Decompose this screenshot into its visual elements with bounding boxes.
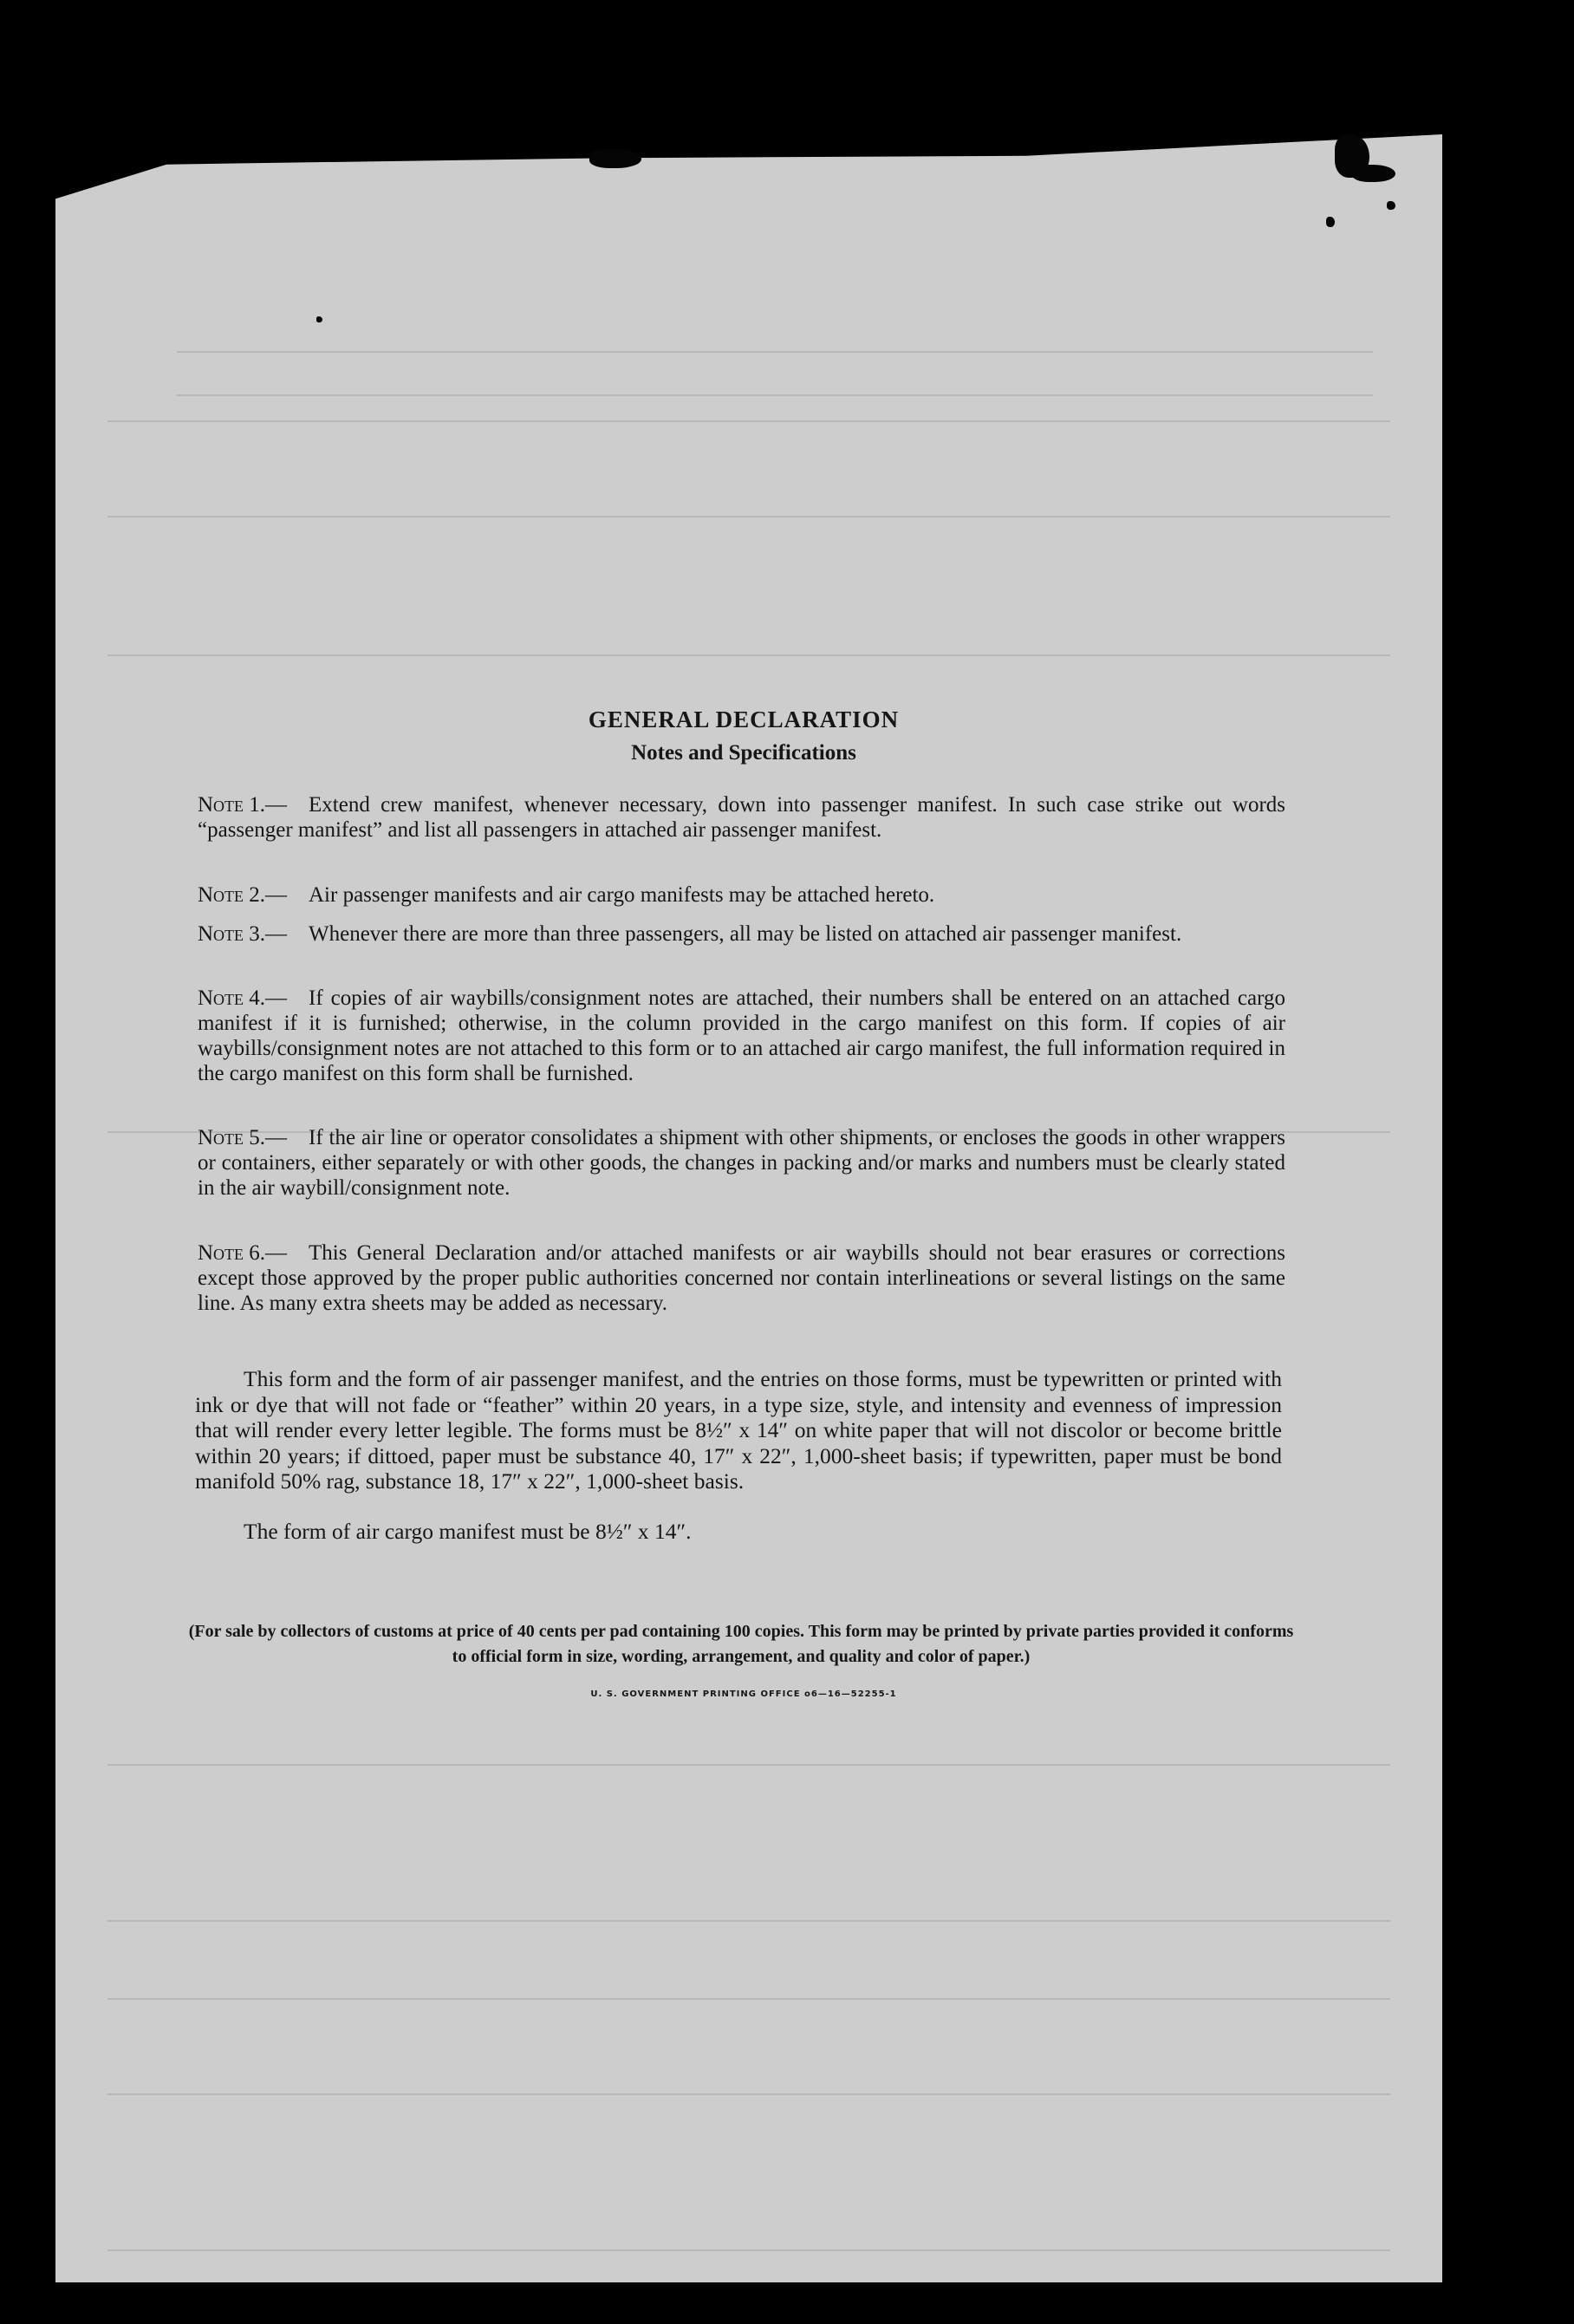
note-text: Whenever there are more than three passengers, all may be listed on attached air passenger manifest. <box>309 922 1182 946</box>
note-label: Note 5.— <box>198 1126 288 1149</box>
note-5 <box>198 1125 1285 1201</box>
note-text: If copies of air waybills/consignment notes are attached, their numbers shall be entered on an attached cargo manifest if it is furnished; otherwise, in the column provided in the cargo manifest on this form. If copies of air waybills/consignment notes are not attached to this form or to an attached air cargo manifest, the full information required in the cargo manifest on this form shall be furnished. <box>198 986 1285 1085</box>
document-title: GENERAL DECLARATION <box>588 706 900 732</box>
specification-paragraph <box>195 1366 1282 1494</box>
note-label: Note 6.— <box>198 1241 288 1265</box>
note-2 <box>198 882 1285 908</box>
note-text: If the air line or operator consolidates a shipment with other shipments, or encloses the goods in other wrappers or containers, either separately or with other goods, the changes in packing and/or marks and numbers must be clearly stated in the air waybill/consignment note. <box>198 1126 1285 1200</box>
note-label: Note 1.— <box>198 793 288 817</box>
note-1 <box>198 792 1285 843</box>
specification-text: This form and the form of air passenger manifest, and the entries on those forms, must be typewritten or printed with ink or dye that will not fade or “feather” within 20 years, in a type size, style, and intensity and evenness of impression that will render every letter legible. The forms must be 8½″ x 14″ on white paper that will not discolor or become brittle within 20 years; if dittoed, paper must be substance 40, 17″ x 22″, 1,000-sheet basis; if typewritten, paper must be bond manifold 50% rag, substance 18, 17″ x 22″, 1,000-sheet basis. <box>195 1366 1282 1494</box>
note-text: This General Declaration and/or attached manifests or air waybills should not bear erasures or corrections except those approved by the proper public authorities concerned nor contain interlineations or several listings on the same line. As many extra sheets may be added as necessary. <box>198 1241 1285 1315</box>
note-6 <box>198 1240 1285 1316</box>
note-label: Note 3.— <box>198 922 288 946</box>
note-4 <box>198 986 1285 1086</box>
note-text: Air passenger manifests and air cargo manifests may be attached hereto. <box>309 883 935 907</box>
sale-notice: (For sale by collectors of customs at price of 40 cents per pad containing 100 copies. This form may be printed by private parties provided it conforms to official form in size, wording, arrangement, and quality and color of paper.) <box>188 1622 1294 1666</box>
note-text: Extend crew manifest, whenever necessary, down into passenger manifest. In such case strike out words “passenger manifest” and list all passengers in attached air passenger manifest. <box>198 793 1285 842</box>
note-label: Note 2.— <box>198 883 288 907</box>
note-label: Note 4.— <box>198 986 288 1010</box>
note-3 <box>198 921 1285 947</box>
cargo-form-size: The form of air cargo manifest must be 8½″ x 14″. <box>244 1519 692 1544</box>
document-subtitle: Notes and Specifications <box>631 741 856 765</box>
printer-imprint: U. S. GOVERNMENT PRINTING OFFICE o6—16—52255-1 <box>590 1689 897 1699</box>
